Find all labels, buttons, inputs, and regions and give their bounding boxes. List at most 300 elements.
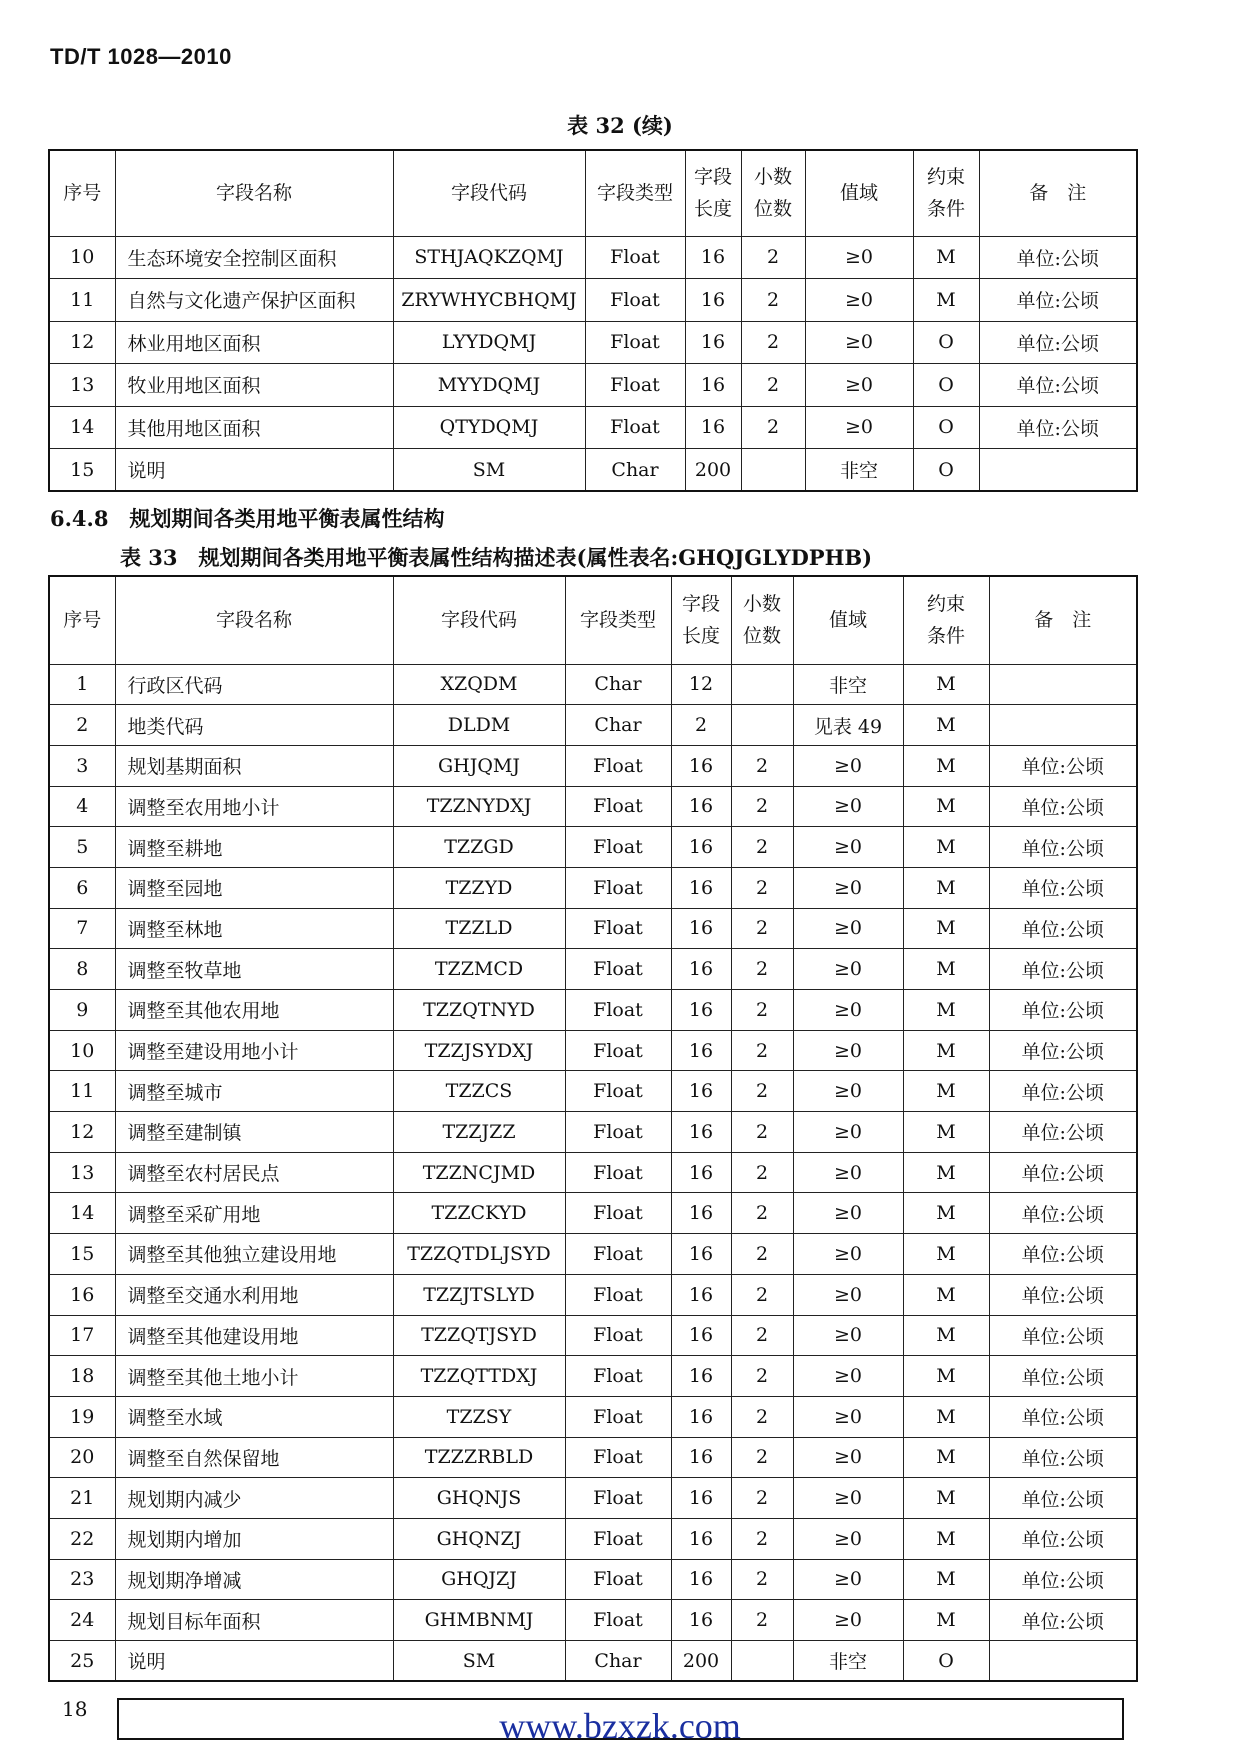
table-row (49, 236, 1137, 279)
cell-field-code: DLDM (393, 705, 565, 746)
cell-field-name: 调整至建设用地小计 (115, 1030, 393, 1071)
cell-field-length: 16 (671, 745, 731, 786)
cell-field-name: 调整至农村居民点 (115, 1152, 393, 1193)
cell-seq: 10 (49, 1030, 115, 1071)
cell-decimals: 2 (731, 827, 793, 868)
table33-header-remark: 备 注 (989, 576, 1137, 664)
cell-remark: 单位:公顷 (989, 1030, 1137, 1071)
cell-value-range: ≥0 (793, 1071, 903, 1112)
cell-seq: 9 (49, 990, 115, 1031)
cell-field-name: 调整至水域 (115, 1396, 393, 1437)
cell-remark: 单位:公顷 (989, 867, 1137, 908)
table-row (49, 1356, 1137, 1397)
cell-field-code: QTYDQMJ (393, 406, 585, 449)
cell-field-length: 16 (671, 1356, 731, 1397)
cell-decimals: 2 (731, 1112, 793, 1153)
cell-seq: 3 (49, 745, 115, 786)
cell-field-code: GHMBNMJ (393, 1600, 565, 1641)
cell-seq: 6 (49, 867, 115, 908)
cell-value-range: 非空 (805, 449, 913, 492)
cell-seq: 16 (49, 1274, 115, 1315)
cell-field-name: 林业用地区面积 (115, 321, 393, 364)
cell-field-code: XZQDM (393, 664, 565, 705)
cell-decimals: 2 (731, 745, 793, 786)
cell-field-type: Float (565, 1030, 671, 1071)
cell-remark: 单位:公顷 (989, 1315, 1137, 1356)
cell-field-type: Float (585, 321, 685, 364)
cell-field-name: 牧业用地区面积 (115, 364, 393, 407)
table-row (49, 1559, 1137, 1600)
cell-field-type: Float (565, 1193, 671, 1234)
cell-field-code: TZZZRBLD (393, 1437, 565, 1478)
cell-remark: 单位:公顷 (979, 279, 1137, 322)
cell-remark: 单位:公顷 (979, 321, 1137, 364)
cell-seq: 14 (49, 1193, 115, 1234)
cell-constraint: O (903, 1641, 989, 1682)
cell-constraint: O (913, 406, 979, 449)
cell-field-type: Float (565, 1559, 671, 1600)
cell-constraint: M (903, 1396, 989, 1437)
cell-constraint: M (903, 908, 989, 949)
cell-decimals: 2 (731, 1274, 793, 1315)
cell-field-length: 16 (685, 364, 741, 407)
cell-constraint: M (913, 236, 979, 279)
cell-seq: 20 (49, 1437, 115, 1478)
table-row (49, 867, 1137, 908)
table32-header-field-type: 字段类型 (585, 150, 685, 236)
cell-remark: 单位:公顷 (989, 908, 1137, 949)
cell-value-range: ≥0 (793, 908, 903, 949)
standard-code: TD/T 1028—2010 (50, 44, 232, 69)
table-row (49, 1600, 1137, 1641)
cell-field-length: 16 (671, 1437, 731, 1478)
table-row (49, 745, 1137, 786)
cell-field-length: 16 (671, 1112, 731, 1153)
cell-remark: 单位:公顷 (989, 1112, 1137, 1153)
table-row (49, 705, 1137, 746)
table-row (49, 364, 1137, 407)
cell-field-code: TZZJSYDXJ (393, 1030, 565, 1071)
cell-field-length: 16 (671, 990, 731, 1031)
cell-field-length: 16 (671, 1234, 731, 1275)
cell-seq: 24 (49, 1600, 115, 1641)
cell-remark: 单位:公顷 (989, 1437, 1137, 1478)
cell-constraint: M (903, 745, 989, 786)
cell-value-range: ≥0 (793, 1559, 903, 1600)
cell-field-code: STHJAQKZQMJ (393, 236, 585, 279)
cell-decimals: 2 (731, 1437, 793, 1478)
cell-value-range: ≥0 (805, 236, 913, 279)
table33-header-row (49, 576, 1137, 664)
cell-field-type: Float (565, 1518, 671, 1559)
cell-remark (989, 705, 1137, 746)
cell-decimals: 2 (741, 321, 805, 364)
cell-value-range: ≥0 (805, 321, 913, 364)
cell-value-range: ≥0 (793, 786, 903, 827)
cell-field-length: 16 (671, 1518, 731, 1559)
cell-remark: 单位:公顷 (989, 1396, 1137, 1437)
cell-field-name: 调整至建制镇 (115, 1112, 393, 1153)
cell-decimals: 2 (731, 786, 793, 827)
cell-field-code: TZZQTDLJSYD (393, 1234, 565, 1275)
cell-field-type: Float (585, 279, 685, 322)
cell-field-name: 调整至园地 (115, 867, 393, 908)
cell-field-type: Float (565, 1437, 671, 1478)
cell-remark: 单位:公顷 (989, 1274, 1137, 1315)
cell-decimals: 2 (731, 1193, 793, 1234)
cell-field-code: SM (393, 1641, 565, 1682)
cell-field-name: 调整至采矿用地 (115, 1193, 393, 1234)
table-row (49, 1152, 1137, 1193)
cell-seq: 2 (49, 705, 115, 746)
cell-field-name: 说明 (115, 1641, 393, 1682)
table32-header-seq: 序号 (49, 150, 115, 236)
cell-decimals (731, 1641, 793, 1682)
table-row (49, 406, 1137, 449)
cell-remark: 单位:公顷 (989, 1600, 1137, 1641)
cell-field-length: 16 (671, 1396, 731, 1437)
cell-field-type: Float (565, 1274, 671, 1315)
cell-constraint: M (903, 1559, 989, 1600)
table32-header-row (49, 150, 1137, 236)
cell-seq: 10 (49, 236, 115, 279)
cell-field-type: Float (585, 406, 685, 449)
cell-seq: 23 (49, 1559, 115, 1600)
cell-field-name: 调整至自然保留地 (115, 1437, 393, 1478)
cell-field-code: ZRYWHYCBHQMJ (393, 279, 585, 322)
cell-decimals: 2 (741, 406, 805, 449)
section-heading: 6.4.8 规划期间各类用地平衡表属性结构 (50, 506, 445, 531)
cell-seq: 8 (49, 949, 115, 990)
cell-value-range: ≥0 (793, 745, 903, 786)
cell-field-length: 16 (671, 1274, 731, 1315)
table32-caption: 表 32 (续) (567, 113, 673, 138)
cell-decimals: 2 (731, 1356, 793, 1397)
cell-field-code: TZZYD (393, 867, 565, 908)
cell-constraint: M (913, 279, 979, 322)
cell-field-type: Char (565, 1641, 671, 1682)
table-row (49, 786, 1137, 827)
cell-constraint: M (903, 1478, 989, 1519)
cell-decimals: 2 (731, 1396, 793, 1437)
cell-decimals (741, 449, 805, 492)
cell-decimals: 2 (731, 1600, 793, 1641)
cell-field-length: 16 (671, 1559, 731, 1600)
cell-field-length: 16 (671, 1152, 731, 1193)
cell-field-code: TZZSY (393, 1396, 565, 1437)
cell-field-length: 16 (671, 1030, 731, 1071)
cell-field-type: Float (565, 1315, 671, 1356)
cell-constraint: M (903, 1030, 989, 1071)
cell-field-name: 调整至其他独立建设用地 (115, 1234, 393, 1275)
cell-constraint: M (903, 990, 989, 1031)
cell-field-length: 16 (671, 908, 731, 949)
cell-remark: 单位:公顷 (989, 786, 1137, 827)
cell-constraint: M (903, 949, 989, 990)
cell-field-length: 16 (671, 827, 731, 868)
cell-decimals: 2 (731, 1152, 793, 1193)
table-row (49, 449, 1137, 492)
cell-field-code: TZZJTSLYD (393, 1274, 565, 1315)
cell-remark: 单位:公顷 (989, 745, 1137, 786)
cell-field-type: Float (585, 236, 685, 279)
cell-field-name: 调整至耕地 (115, 827, 393, 868)
cell-remark (979, 449, 1137, 492)
cell-constraint: M (903, 1437, 989, 1478)
cell-remark: 单位:公顷 (989, 1234, 1137, 1275)
cell-decimals: 2 (731, 1234, 793, 1275)
table-row (49, 827, 1137, 868)
table32-header-value-range: 值域 (805, 150, 913, 236)
cell-field-name: 规划基期面积 (115, 745, 393, 786)
cell-field-type: Float (565, 949, 671, 990)
cell-constraint: M (903, 664, 989, 705)
cell-seq: 17 (49, 1315, 115, 1356)
cell-decimals: 2 (731, 867, 793, 908)
table-row (49, 908, 1137, 949)
cell-value-range: ≥0 (793, 949, 903, 990)
cell-seq: 4 (49, 786, 115, 827)
cell-field-type: Float (585, 364, 685, 407)
cell-field-name: 调整至交通水利用地 (115, 1274, 393, 1315)
cell-field-type: Char (585, 449, 685, 492)
cell-seq: 25 (49, 1641, 115, 1682)
cell-constraint: M (903, 1112, 989, 1153)
cell-field-type: Float (565, 867, 671, 908)
cell-decimals (731, 664, 793, 705)
cell-seq: 21 (49, 1478, 115, 1519)
cell-constraint: M (903, 705, 989, 746)
cell-field-code: TZZCS (393, 1071, 565, 1112)
cell-remark (989, 664, 1137, 705)
cell-value-range: ≥0 (793, 1315, 903, 1356)
cell-decimals: 2 (731, 1518, 793, 1559)
cell-value-range: ≥0 (793, 1437, 903, 1478)
cell-field-name: 调整至牧草地 (115, 949, 393, 990)
cell-field-name: 行政区代码 (115, 664, 393, 705)
cell-field-code: TZZQTTDXJ (393, 1356, 565, 1397)
cell-field-length: 12 (671, 664, 731, 705)
cell-field-code: TZZLD (393, 908, 565, 949)
cell-field-name: 调整至其他农用地 (115, 990, 393, 1031)
cell-decimals: 2 (731, 908, 793, 949)
table33-header-field-code: 字段代码 (393, 576, 565, 664)
cell-remark: 单位:公顷 (989, 1193, 1137, 1234)
cell-field-name: 规划期内减少 (115, 1478, 393, 1519)
cell-field-type: Float (565, 1356, 671, 1397)
cell-remark: 单位:公顷 (989, 1559, 1137, 1600)
cell-field-name: 生态环境安全控制区面积 (115, 236, 393, 279)
cell-field-code: TZZQTJSYD (393, 1315, 565, 1356)
cell-decimals: 2 (731, 949, 793, 990)
table33 (48, 575, 1138, 1682)
table33-header-seq: 序号 (49, 576, 115, 664)
table33-header-field-name: 字段名称 (115, 576, 393, 664)
cell-seq: 11 (49, 1071, 115, 1112)
cell-field-code: TZZNCJMD (393, 1152, 565, 1193)
table-row (49, 321, 1137, 364)
cell-field-length: 16 (685, 236, 741, 279)
cell-field-name: 规划目标年面积 (115, 1600, 393, 1641)
cell-value-range: ≥0 (793, 990, 903, 1031)
table33-header-field-type: 字段类型 (565, 576, 671, 664)
cell-decimals (731, 705, 793, 746)
cell-remark: 单位:公顷 (989, 990, 1137, 1031)
cell-value-range: ≥0 (793, 1356, 903, 1397)
cell-seq: 13 (49, 1152, 115, 1193)
table-row (49, 1478, 1137, 1519)
cell-field-code: GHQJZJ (393, 1559, 565, 1600)
cell-field-code: TZZQTNYD (393, 990, 565, 1031)
cell-seq: 22 (49, 1518, 115, 1559)
cell-field-type: Float (565, 1478, 671, 1519)
cell-constraint: O (913, 364, 979, 407)
cell-decimals: 2 (741, 364, 805, 407)
cell-field-type: Char (565, 664, 671, 705)
cell-remark: 单位:公顷 (989, 1152, 1137, 1193)
cell-seq: 15 (49, 1234, 115, 1275)
cell-field-type: Float (565, 990, 671, 1031)
cell-value-range: ≥0 (793, 1112, 903, 1153)
cell-remark: 单位:公顷 (989, 1518, 1137, 1559)
cell-field-code: GHQNJS (393, 1478, 565, 1519)
cell-field-code: GHQNZJ (393, 1518, 565, 1559)
table32-header-field-name: 字段名称 (115, 150, 393, 236)
cell-value-range: 非空 (793, 664, 903, 705)
cell-value-range: ≥0 (793, 1274, 903, 1315)
cell-constraint: O (913, 449, 979, 492)
cell-decimals: 2 (741, 279, 805, 322)
cell-constraint: M (903, 1152, 989, 1193)
cell-value-range: ≥0 (793, 1600, 903, 1641)
table32-header-decimals: 小数 位数 (741, 150, 805, 236)
cell-field-type: Float (565, 908, 671, 949)
cell-value-range: ≥0 (793, 1396, 903, 1437)
cell-field-name: 说明 (115, 449, 393, 492)
cell-seq: 11 (49, 279, 115, 322)
cell-field-length: 200 (671, 1641, 731, 1682)
cell-remark: 单位:公顷 (989, 949, 1137, 990)
cell-field-name: 自然与文化遗产保护区面积 (115, 279, 393, 322)
cell-field-type: Float (565, 1234, 671, 1275)
cell-field-code: TZZJZZ (393, 1112, 565, 1153)
cell-value-range: ≥0 (805, 279, 913, 322)
cell-seq: 7 (49, 908, 115, 949)
cell-field-length: 16 (671, 1315, 731, 1356)
footer-url-link[interactable]: www.bzxzk.com (499, 1706, 741, 1746)
cell-value-range: ≥0 (793, 867, 903, 908)
table-row (49, 664, 1137, 705)
cell-field-code: GHJQMJ (393, 745, 565, 786)
table-row (49, 1071, 1137, 1112)
cell-field-name: 规划期内增加 (115, 1518, 393, 1559)
cell-field-length: 16 (671, 1071, 731, 1112)
cell-field-length: 16 (671, 949, 731, 990)
cell-value-range: ≥0 (793, 1518, 903, 1559)
table-row (49, 1030, 1137, 1071)
cell-value-range: ≥0 (805, 406, 913, 449)
cell-field-type: Float (565, 1600, 671, 1641)
cell-decimals: 2 (731, 990, 793, 1031)
table33-header-decimals: 小数 位数 (731, 576, 793, 664)
table33-caption: 表 33 规划期间各类用地平衡表属性结构描述表(属性表名:GHQJGLYDPHB) (120, 545, 873, 570)
cell-constraint: M (903, 1071, 989, 1112)
cell-seq: 12 (49, 1112, 115, 1153)
cell-field-name: 调整至林地 (115, 908, 393, 949)
cell-remark: 单位:公顷 (979, 236, 1137, 279)
table33-header-value-range: 值域 (793, 576, 903, 664)
cell-field-type: Float (565, 1152, 671, 1193)
cell-field-code: MYYDQMJ (393, 364, 585, 407)
cell-remark: 单位:公顷 (989, 1478, 1137, 1519)
table33-header-constraint: 约束 条件 (903, 576, 989, 664)
cell-seq: 18 (49, 1356, 115, 1397)
cell-decimals: 2 (731, 1315, 793, 1356)
table-row (49, 1315, 1137, 1356)
table-row (49, 1396, 1137, 1437)
cell-field-code: TZZGD (393, 827, 565, 868)
cell-constraint: M (903, 1518, 989, 1559)
cell-value-range: ≥0 (793, 1478, 903, 1519)
cell-field-length: 16 (671, 1478, 731, 1519)
table-row (49, 1193, 1137, 1234)
cell-seq: 14 (49, 406, 115, 449)
table-row (49, 1437, 1137, 1478)
cell-seq: 12 (49, 321, 115, 364)
table32-header-remark: 备 注 (979, 150, 1137, 236)
cell-constraint: M (903, 827, 989, 868)
cell-field-length: 16 (685, 406, 741, 449)
table33-header-field-length: 字段 长度 (671, 576, 731, 664)
cell-field-type: Float (565, 745, 671, 786)
cell-field-name: 其他用地区面积 (115, 406, 393, 449)
cell-seq: 1 (49, 664, 115, 705)
cell-decimals: 2 (731, 1030, 793, 1071)
cell-value-range: ≥0 (793, 1234, 903, 1275)
cell-value-range: ≥0 (793, 1030, 903, 1071)
cell-field-length: 200 (685, 449, 741, 492)
cell-field-code: TZZCKYD (393, 1193, 565, 1234)
cell-field-code: LYYDQMJ (393, 321, 585, 364)
cell-field-name: 规划期净增减 (115, 1559, 393, 1600)
cell-constraint: M (903, 786, 989, 827)
cell-field-length: 16 (685, 279, 741, 322)
cell-remark: 单位:公顷 (979, 406, 1137, 449)
table32-header-field-code: 字段代码 (393, 150, 585, 236)
cell-field-name: 调整至城市 (115, 1071, 393, 1112)
table-row (49, 1234, 1137, 1275)
table-row (49, 1274, 1137, 1315)
cell-field-code: TZZMCD (393, 949, 565, 990)
cell-constraint: M (903, 1315, 989, 1356)
cell-field-name: 调整至其他土地小计 (115, 1356, 393, 1397)
cell-remark: 单位:公顷 (989, 827, 1137, 868)
table-row (49, 990, 1137, 1031)
cell-field-type: Float (565, 1071, 671, 1112)
table-row (49, 1518, 1137, 1559)
cell-field-type: Float (565, 1396, 671, 1437)
cell-field-length: 2 (671, 705, 731, 746)
page-number: 18 (62, 1697, 88, 1721)
table-row (49, 279, 1137, 322)
table32 (48, 149, 1138, 492)
cell-decimals: 2 (731, 1478, 793, 1519)
cell-seq: 13 (49, 364, 115, 407)
cell-field-type: Float (565, 786, 671, 827)
cell-remark: 单位:公顷 (989, 1071, 1137, 1112)
cell-decimals: 2 (741, 236, 805, 279)
cell-field-name: 地类代码 (115, 705, 393, 746)
